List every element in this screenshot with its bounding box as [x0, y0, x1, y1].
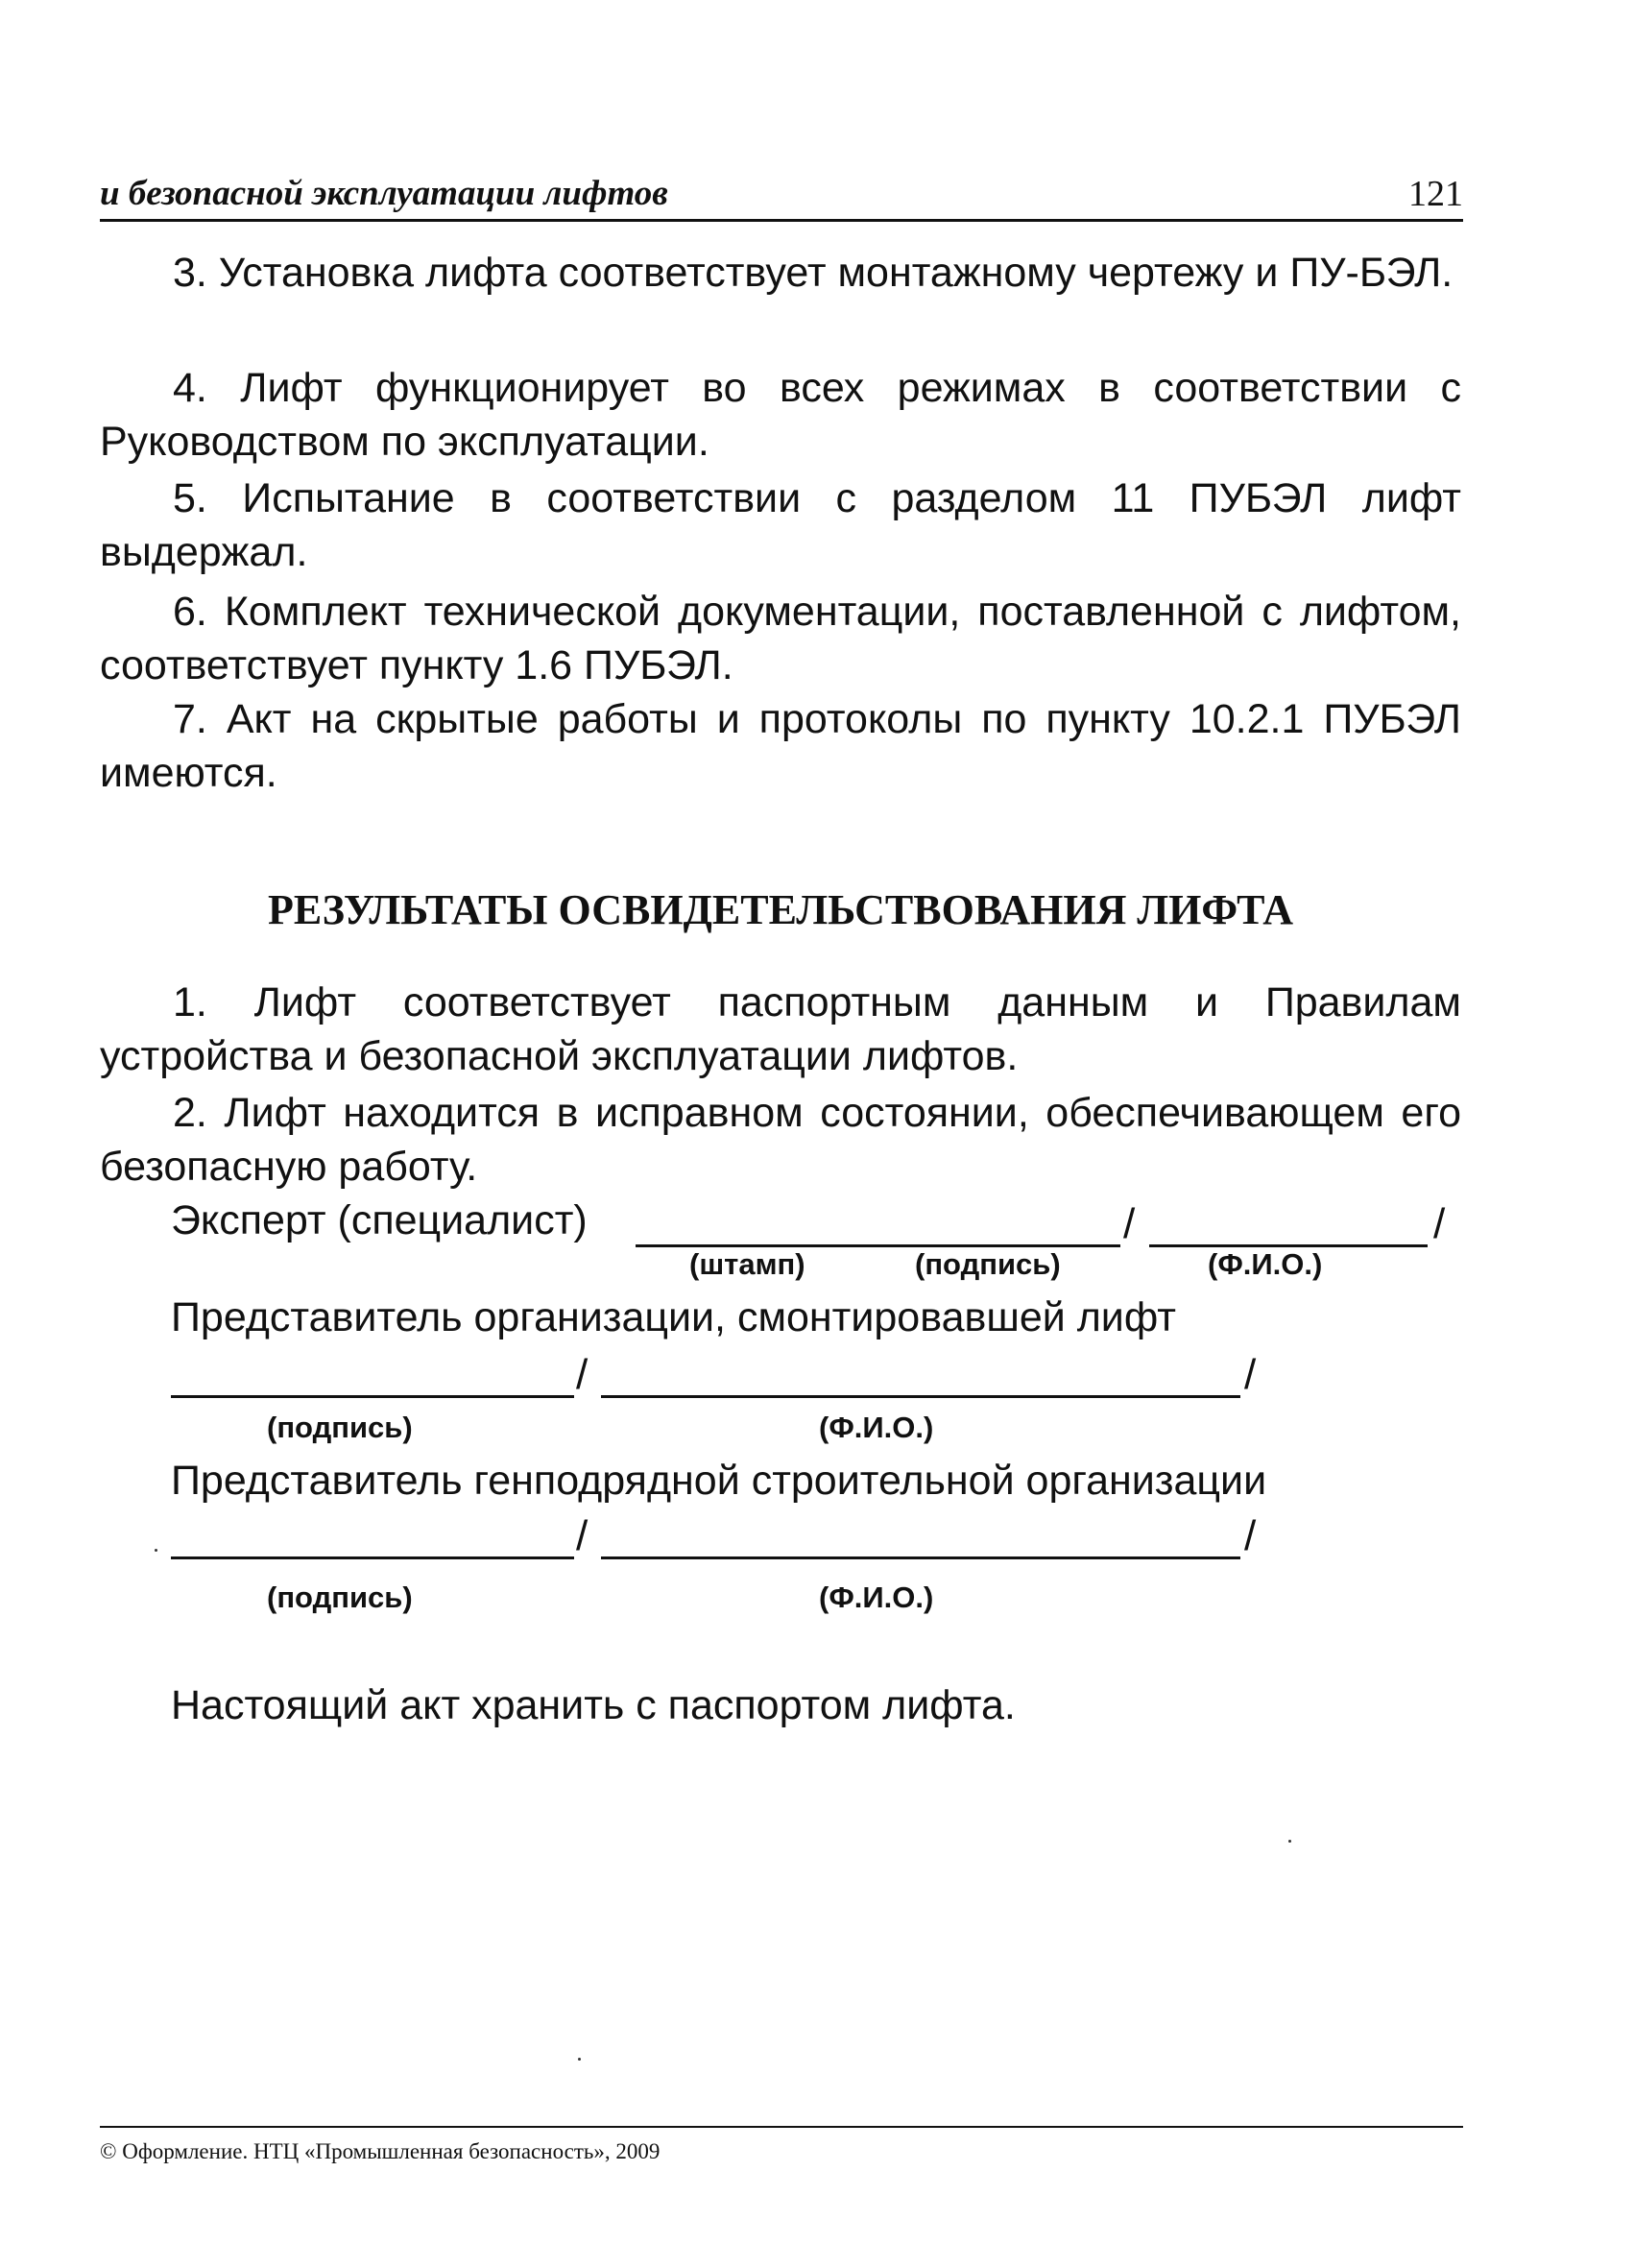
general-slash-1: /: [576, 1512, 589, 1559]
item-3: 3. Установка лифта соответствует монтажному чертежу и ПУ-БЭЛ.: [173, 250, 1454, 296]
scan-speck: [155, 1549, 157, 1552]
mount-slash-2: /: [1244, 1351, 1257, 1398]
expert-slash-1: /: [1123, 1200, 1136, 1247]
mount-slash-1: /: [576, 1351, 589, 1398]
result-2: 2. Лифт находится в исправном состоянии, обеспечивающем его безопасную работу.: [100, 1090, 1461, 1190]
expert-caption-name: (Ф.И.О.): [1208, 1247, 1323, 1281]
general-slash-2: /: [1244, 1512, 1257, 1559]
general-org-label: Представитель генподрядной строительной организации: [171, 1458, 1267, 1504]
footer-copyright: © Оформление. НТЦ «Промышленная безопасность», 2009: [100, 2139, 661, 2163]
item-5: 5. Испытание в соответствии с разделом 11 ПУБЭЛ лифт выдержал.: [100, 475, 1461, 575]
item-4: 4. Лифт функционирует во всех режимах в соответствии с Руководством по эксплуатации.: [100, 365, 1461, 465]
expert-caption-stamp: (штамп): [689, 1247, 805, 1281]
item-7: 7. Акт на скрытые работы и протоколы по пункту 10.2.1 ПУБЭЛ имеются.: [100, 696, 1461, 796]
general-caption-name: (Ф.И.О.): [819, 1580, 934, 1614]
mount-caption-signature: (подпись): [267, 1411, 413, 1444]
general-caption-signature: (подпись): [267, 1580, 413, 1614]
result-1: 1. Лифт соответствует паспортным данным и Правилам устройства и безопасной эксплуатации лифтов.: [100, 979, 1461, 1079]
section-title: РЕЗУЛЬТАТЫ ОСВИДЕТЕЛЬСТВОВАНИЯ ЛИФТА: [267, 886, 1294, 933]
scan-speck: [1288, 1840, 1291, 1843]
general-name-line: [601, 1556, 1240, 1559]
mount-caption-name: (Ф.И.О.): [819, 1411, 934, 1444]
footer-rule: [100, 2126, 1463, 2128]
storage-note: Настоящий акт хранить с паспортом лифта.: [171, 1682, 1016, 1728]
header-rule: [100, 219, 1463, 222]
expert-caption-signature: (подпись): [915, 1247, 1061, 1281]
scan-speck: [578, 2058, 581, 2061]
page-number: 121: [1408, 174, 1463, 214]
running-title: и безопасной эксплуатации лифтов: [100, 174, 668, 213]
general-signature-line: [171, 1556, 574, 1559]
mount-signature-line: [171, 1395, 574, 1398]
expert-label: Эксперт (специалист): [171, 1197, 588, 1243]
item-6: 6. Комплект технической документации, поставленной с лифтом, соответствует пункту 1.6 ПУБЭЛ.: [100, 589, 1461, 688]
mount-name-line: [601, 1395, 1240, 1398]
expert-slash-2: /: [1433, 1200, 1446, 1247]
mount-org-label: Представитель организации, смонтировавшей лифт: [171, 1294, 1176, 1340]
